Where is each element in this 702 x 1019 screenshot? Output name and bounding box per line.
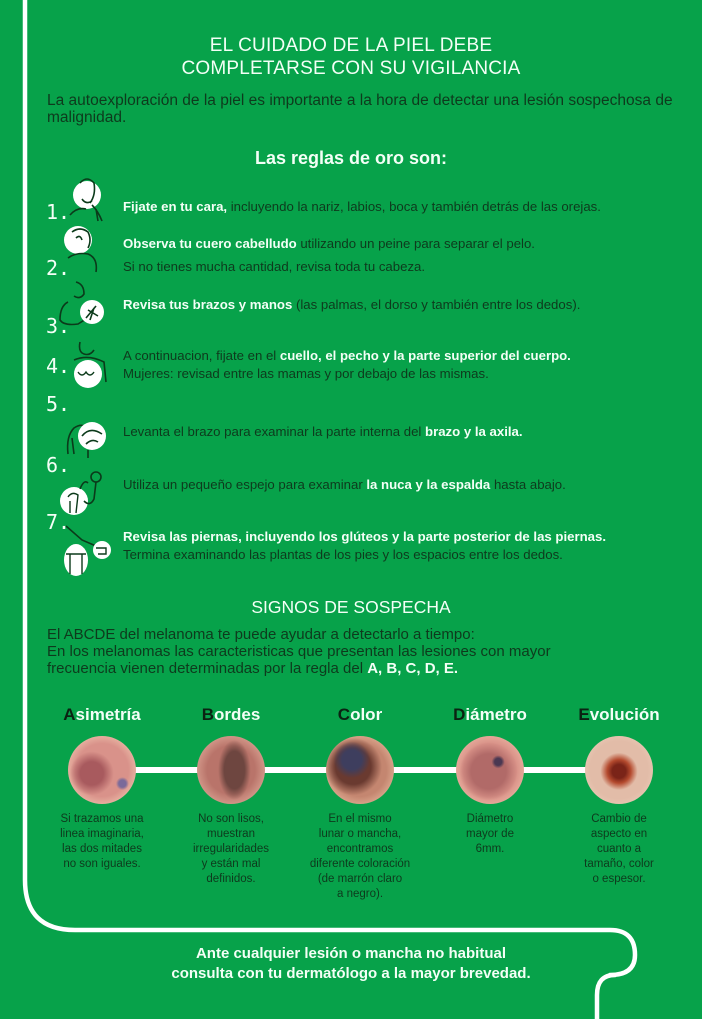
connector-line [522,767,588,773]
desc-line: las dos mitades [62,843,142,855]
desc-line: linea imaginaria, [60,828,144,840]
desc-line: mayor de [466,828,514,840]
desc-line: En el mismo [328,813,392,825]
large-diameter-lesion-photo [456,736,524,804]
intro-text: La autoexploración de la piel es importante a la hora de detectar una lesión sospechosa de malignidad. [47,92,673,126]
abcde-letter: E [578,705,590,724]
abcde-label [425,705,555,725]
step-detail: hasta abajo. [490,477,566,492]
step-detail: utilizando un peine para separar el pelo. [296,236,535,251]
step-text [123,234,535,277]
step-number: 2. [46,256,71,280]
step-text [123,295,580,315]
step-detail-2: Si no tienes mucha cantidad, revisa toda tu cabeza. [123,259,426,274]
abcde-label [554,705,684,725]
abcde-letter: C [337,705,351,724]
step-number: 7. [46,510,71,534]
step-highlight: brazo y la axila. [425,424,523,439]
abcde-letter: B [201,705,214,724]
abcde-description [37,812,167,872]
desc-line: aspecto en [590,828,648,840]
abcde-letters: A, B, C, D, E. [367,660,459,677]
desc-line: encontramos [326,843,394,855]
step-detail: incluyendo la nariz, labios, boca y también detrás de las orejas. [227,199,601,214]
closing-message [0,944,702,984]
step-detail-2: Mujeres: revisad entre las mamas y por debajo de las mismas. [123,366,489,381]
closing-line-2: consulta con tu dermatólogo a la mayor brevedad. [171,965,531,982]
step-text [123,197,601,217]
irregular-border-lesion-photo [197,736,265,804]
signs-intro [47,626,687,677]
desc-line: Cambio de [591,813,647,825]
step-detail: Utiliza un pequeño espejo para examinar [123,477,367,492]
desc-line: diferente coloración [309,858,411,870]
step-text [123,528,606,564]
desc-line: Si trazamos una [60,813,144,825]
desc-line: irregularidades [192,843,270,855]
abcde-label [37,705,167,725]
abcde-description [166,812,296,887]
page-title [0,34,702,80]
signs-intro-line-1: El ABCDE del melanoma te puede ayudar a detectarlo a tiempo: [47,626,475,643]
step-number: 3. [46,314,71,338]
abcde-letter: A [63,705,76,724]
step-highlight: Fijate en tu cara, [123,199,228,214]
step-detail-2: Termina examinando las plantas de los pies y los espacios entre los dedos. [123,547,563,562]
desc-line: tamaño, color [584,858,654,870]
legs-check-icon [60,524,110,574]
evolving-lesion-photo [585,736,653,804]
abcde-word: olor [350,705,383,724]
step-number: 4. [46,354,71,378]
desc-line: y están mal [201,858,261,870]
connector-line [392,767,458,773]
abcde-label [166,705,296,725]
desc-line: Diámetro [466,813,514,825]
abcde-word: ordes [213,705,261,724]
desc-line: muestran [207,828,255,840]
rules-heading: Las reglas de oro son: [254,148,448,168]
step-detail: A continuacion, fijate en el [123,348,280,363]
step-detail: (las palmas, el dorso y también entre los dedos). [292,297,581,312]
abcde-word: simetría [75,705,141,724]
desc-line: No son lisos, [198,813,264,825]
asymmetric-lesion-photo [68,736,136,804]
abcde-word: volución [589,705,660,724]
abcde-word: iámetro [465,705,527,724]
step-text [123,347,571,383]
desc-line: a negro). [336,888,384,900]
desc-line: definidos. [206,873,256,885]
connector-line [134,767,200,773]
desc-line: lunar o mancha, [318,828,402,840]
desc-line: 6mm. [475,843,505,855]
desc-line: no son iguales. [63,858,141,870]
abcde-label [295,705,425,725]
step-text [123,422,523,442]
closing-line-1: Ante cualquier lesión o mancha no habitual [195,945,507,962]
step-number: 1. [46,200,71,224]
desc-line: (de marrón claro [317,873,403,885]
abcde-letter: D [453,705,466,724]
step-highlight: Observa tu cuero cabelludo [123,236,297,251]
title-line-2: COMPLETARSE CON SU VIGILANCIA [181,58,521,79]
abcde-description [295,812,425,902]
step-highlight: la nuca y la espalda [366,477,491,492]
signs-intro-line-3: frecuencia vienen determinadas por la regla del [47,660,368,677]
step-number: 6. [46,453,71,477]
step-highlight: cuello, el pecho y la parte superior del cuerpo. [279,348,571,363]
abcde-item-diametro [425,705,555,855]
abcde-item-asimetria [37,705,167,870]
step-highlight: Revisa tus brazos y manos [123,297,293,312]
step-detail: Levanta el brazo para examinar la parte interna del [123,424,426,439]
title-line-1: EL CUIDADO DE LA PIEL DEBE [209,35,493,56]
multicolor-lesion-photo [326,736,394,804]
connector-line [263,767,329,773]
abcde-item-evolucion [554,705,684,885]
chest-check-icon [64,340,114,390]
step-highlight: Revisa las piernas, incluyendo los glúteos y la parte posterior de las piernas. [123,529,606,544]
signs-intro-line-2: En los melanomas las caracteristicas que presentan las lesiones con mayor [47,643,551,660]
step-text [123,475,566,495]
desc-line: cuanto a [596,843,642,855]
abcde-description [425,812,555,857]
abcde-item-color [295,705,425,900]
abcde-item-bordes [166,705,296,885]
signs-title: SIGNOS DE SOSPECHA [251,597,451,617]
desc-line: o espesor. [592,873,646,885]
step-number: 5. [46,392,71,416]
abcde-description [554,812,684,887]
